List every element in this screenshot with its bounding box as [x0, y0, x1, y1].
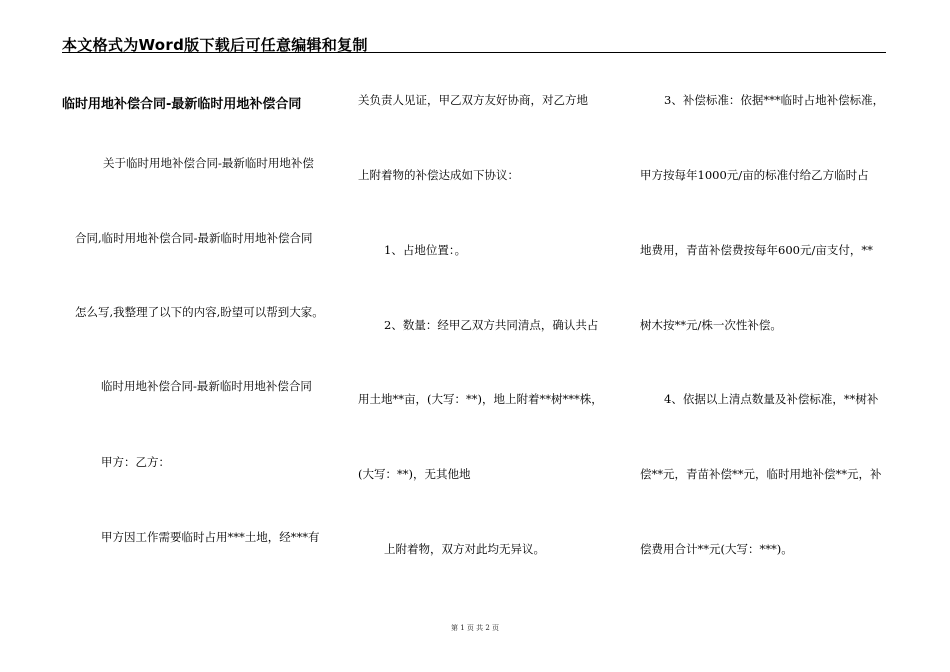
body-line: 2、数量：经甲乙双方共同清点，确认共占 [384, 318, 599, 332]
body-line: 偿**元，青苗补偿**元，临时用地补偿**元，补 [640, 467, 882, 481]
body-line: 临时用地补偿合同-最新临时用地补偿合同 [101, 379, 312, 393]
body-line: 1、占地位置：。 [384, 243, 467, 257]
header-divider [62, 52, 886, 53]
body-line: 关负责人见证，甲乙双方友好协商，对乙方地 [358, 93, 588, 107]
body-line: 上附着物，双方对此均无异议。 [384, 542, 545, 556]
document-title: 临时用地补偿合同-最新临时用地补偿合同 [62, 97, 302, 112]
body-line: 偿费用合计**元(大写：***)。 [640, 542, 793, 556]
body-line: 合同,临时用地补偿合同-最新临时用地补偿合同 [75, 231, 313, 245]
body-line: 树木按**元/株一次性补偿。 [640, 318, 782, 332]
body-line: 怎么写,我整理了以下的内容,盼望可以帮到大家。 [75, 305, 324, 319]
body-line: 甲方：乙方： [101, 455, 170, 469]
body-line: 3、补偿标准：依据***临时占地补偿标准， [664, 93, 885, 107]
body-line: 地费用，青苗补偿费按每年600元/亩支付，** [640, 243, 873, 257]
body-line: 关于临时用地补偿合同-最新临时用地补偿 [103, 156, 314, 170]
body-line: 上附着物的补偿达成如下协议： [358, 168, 519, 182]
body-line: 用土地**亩，(大写：**)，地上附着**树***株， [358, 392, 603, 406]
page-number: 第 1 页 共 2 页 [450, 624, 500, 632]
page-header: 本文格式为Word版下载后可任意编辑和复制 [62, 36, 368, 54]
body-line: (大写：**)，无其他地 [358, 467, 471, 481]
body-line: 甲方因工作需要临时占用***土地，经***有 [101, 530, 320, 544]
body-line: 4、依据以上清点数量及补偿标准，**树补 [664, 392, 879, 406]
body-line: 甲方按每年1000元/亩的标准付给乙方临时占 [640, 168, 869, 182]
